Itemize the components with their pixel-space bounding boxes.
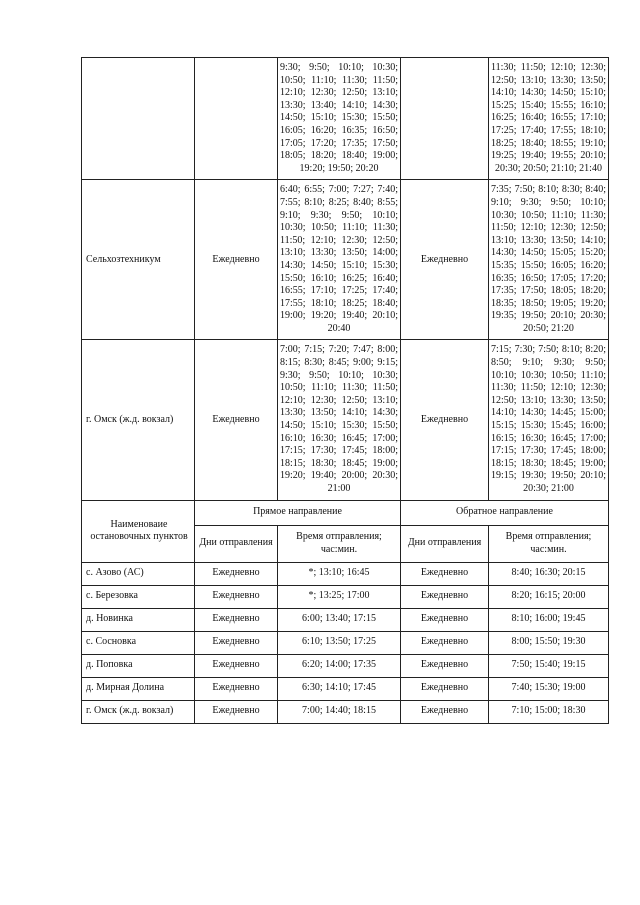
days-forward: Ежедневно [195,340,278,500]
time-backward: 8:00; 15:50; 19:30 [489,631,609,654]
days-backward: Ежедневно [401,585,489,608]
table-row [82,631,609,654]
days-backward: Ежедневно [401,340,489,500]
days-backward: Ежедневно [401,700,489,723]
schedule-table [81,57,609,724]
days-forward [195,58,278,180]
stop-name [82,58,195,180]
table-row [82,677,609,700]
table-row [82,58,609,180]
days-forward: Ежедневно [195,677,278,700]
time-forward: 6:20; 14:00; 17:35 [278,654,401,677]
days-backward [401,58,489,180]
stop-name: д. Мирная Долина [82,677,195,700]
stop-name: с. Азово (АС) [82,562,195,585]
times-forward: 6:40; 6:55; 7:00; 7:27; 7:40; 7:55; 8:10; 8:25; 8:40; 8:55; 9:10; 9:30; 9:50; 10:10; 10:30; 10:50; 11:10; 11:30; 11:50; 12:10; 12:30; 12:50; 13:10; 13:30; 13:50; 14:00; 14:30; 14:50; 15:10; 15:30; 15:50; 16:10; 16:25; 16:40; 16:55; 17:10; 17:25; 17:40; 17:55; 18:10; 18:25; 18:40; 19:00; 19:20; 19:40; 20:10; 20:40 [278,180,401,340]
time-backward: 7:40; 15:30; 19:00 [489,677,609,700]
days-backward: Ежедневно [401,562,489,585]
stop-name: д. Поповка [82,654,195,677]
days-forward: Ежедневно [195,180,278,340]
table-row [82,700,609,723]
table-row [82,585,609,608]
stop-name: с. Березовка [82,585,195,608]
days-backward: Ежедневно [401,654,489,677]
time-backward: 8:20; 16:15; 20:00 [489,585,609,608]
times-backward: 7:15; 7:30; 7:50; 8:10; 8:20; 8:50; 9:10; 9:30; 9:50; 10:10; 10:30; 10:50; 11:10; 11:30; 11:50; 12:10; 12:30; 12:50; 13:10; 13:30; 13:50; 14:10; 14:30; 14:45; 15:00; 15:15; 15:30; 15:45; 16:00; 16:15; 16:30; 16:45; 17:00; 17:15; 17:30; 17:45; 18:00; 18:15; 18:30; 18:45; 19:00; 19:15; 19:30; 19:50; 20:10; 20:30; 21:00 [489,340,609,500]
stop-name: г. Омск (ж.д. вокзал) [82,340,195,500]
time-forward: 6:30; 14:10; 17:45 [278,677,401,700]
time-backward: 7:10; 15:00; 18:30 [489,700,609,723]
header-time-forward: Время отправления; час:мин. [278,525,401,562]
stop-name: г. Омск (ж.д. вокзал) [82,700,195,723]
stop-name: с. Сосновка [82,631,195,654]
time-backward: 7:50; 15:40; 19:15 [489,654,609,677]
time-backward: 8:40; 16:30; 20:15 [489,562,609,585]
stop-name: д. Новинка [82,608,195,631]
header-days-backward: Дни отправления [401,525,489,562]
time-forward: *; 13:25; 17:00 [278,585,401,608]
days-forward: Ежедневно [195,631,278,654]
days-backward: Ежедневно [401,608,489,631]
header-backward: Обратное направление [401,500,609,525]
times-forward: 7:00; 7:15; 7:20; 7:47; 8:00; 8:15; 8:30; 8:45; 9:00; 9:15; 9:30; 9:50; 10:10; 10:30; 10:50; 11:10; 11:30; 11:50; 12:10; 12:30; 12:50; 13:10; 13:30; 13:50; 14:10; 14:30; 14:50; 15:10; 15:30; 15:50; 16:10; 16:30; 16:45; 17:00; 17:15; 17:30; 17:45; 18:00; 18:15; 18:30; 18:45; 19:00; 19:20; 19:40; 20:00; 20:30; 21:00 [278,340,401,500]
time-forward: 7:00; 14:40; 18:15 [278,700,401,723]
time-forward: *; 13:10; 16:45 [278,562,401,585]
header-forward: Прямое направление [195,500,401,525]
days-forward: Ежедневно [195,562,278,585]
times-backward: 11:30; 11:50; 12:10; 12:30; 12:50; 13:10; 13:30; 13:50; 14:10; 14:30; 14:50; 15:10; 15:25; 15:40; 15:55; 16:10; 16:25; 16:40; 16:55; 17:10; 17:25; 17:40; 17:55; 18:10; 18:25; 18:40; 18:55; 19:10; 19:25; 19:40; 19:55; 20:10; 20:30; 20:50; 21:10; 21:40 [489,58,609,180]
table-row [82,654,609,677]
days-forward: Ежедневно [195,608,278,631]
days-backward: Ежедневно [401,677,489,700]
header-row [82,500,609,525]
header-days-forward: Дни отправления [195,525,278,562]
table-row [82,180,609,340]
times-forward: 9:30; 9:50; 10:10; 10:30; 10:50; 11:10; 11:30; 11:50; 12:10; 12:30; 12:50; 13:10; 13:30; 13:40; 14:10; 14:30; 14:50; 15:10; 15:30; 15:50; 16:05; 16:20; 16:35; 16:50; 17:05; 17:20; 17:35; 17:50; 18:05; 18:20; 18:40; 19:00; 19:20; 19:50; 20:20 [278,58,401,180]
header-stop: Наименоваие остановочных пунктов [82,500,195,562]
days-forward: Ежедневно [195,700,278,723]
time-backward: 8:10; 16:00; 19:45 [489,608,609,631]
table-row [82,562,609,585]
days-forward: Ежедневно [195,585,278,608]
days-backward: Ежедневно [401,180,489,340]
days-backward: Ежедневно [401,631,489,654]
header-time-backward: Время отправления; час:мин. [489,525,609,562]
days-forward: Ежедневно [195,654,278,677]
stop-name: Сельхозтехникум [82,180,195,340]
time-forward: 6:00; 13:40; 17:15 [278,608,401,631]
table-row [82,608,609,631]
table-row [82,340,609,500]
time-forward: 6:10; 13:50; 17:25 [278,631,401,654]
times-backward: 7:35; 7:50; 8:10; 8:30; 8:40; 9:10; 9:30; 9:50; 10:10; 10:30; 10:50; 11:10; 11:30; 11:50; 12:10; 12:30; 12:50; 13:10; 13:30; 13:50; 14:10; 14:30; 14:50; 15:05; 15:20; 15:35; 15:50; 16:05; 16:20; 16:35; 16:50; 17:05; 17:20; 17:35; 17:50; 18:05; 18:20; 18:35; 18:50; 19:05; 19:20; 19:35; 19:50; 20:10; 20:30; 20:50; 21:20 [489,180,609,340]
